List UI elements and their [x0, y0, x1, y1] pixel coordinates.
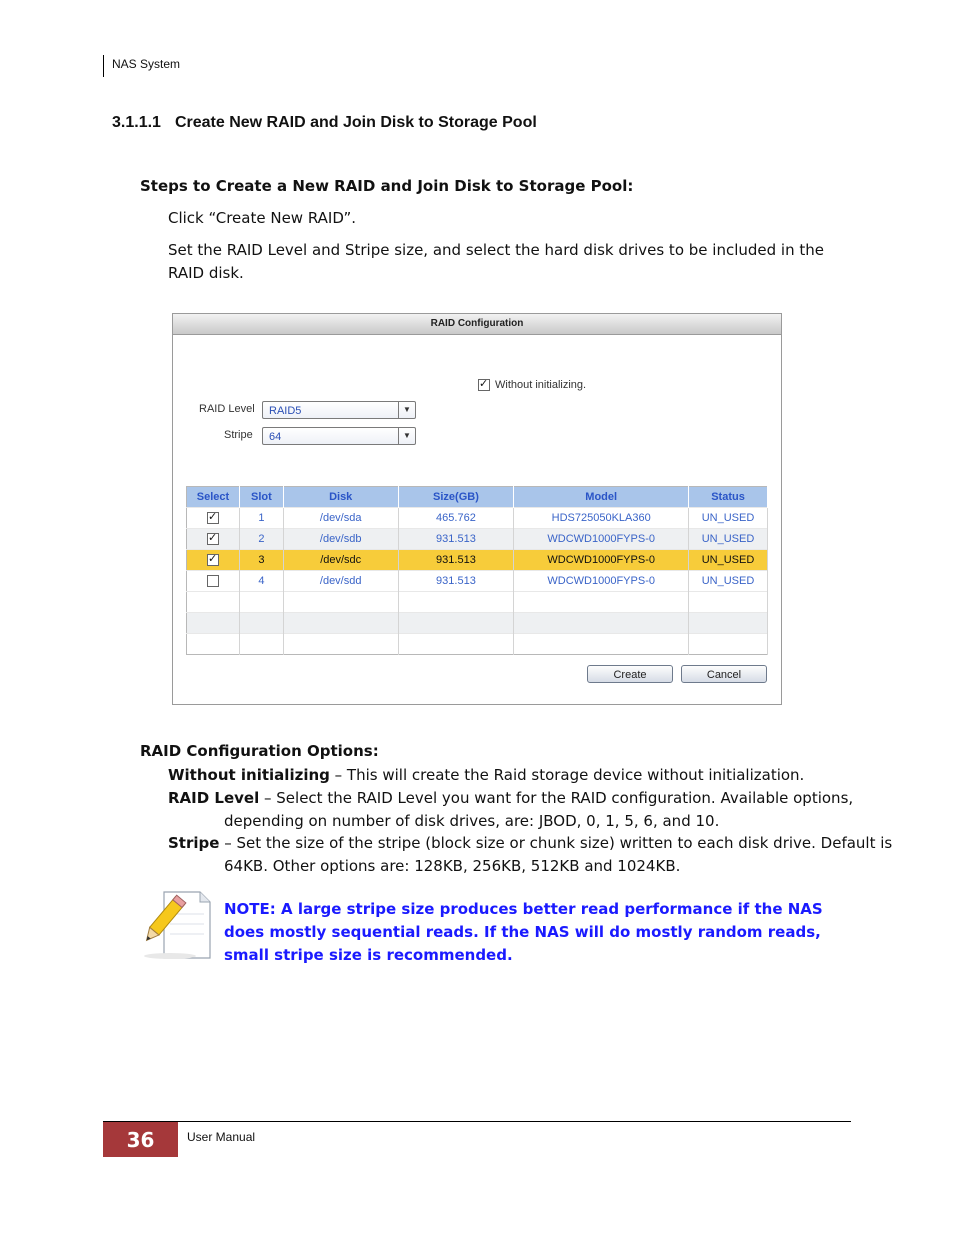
column-header-size[interactable]: Size(GB) [398, 487, 514, 508]
section-title-text: Create New RAID and Join Disk to Storage Pool [174, 114, 537, 131]
column-header-status[interactable]: Status [689, 487, 768, 508]
model-cell: WDCWD1000FYPS-0 [514, 571, 689, 592]
page-number: 36 [103, 1122, 178, 1157]
step-paragraph-1: Click “Create New RAID”. [168, 209, 357, 227]
raid-configuration-dialog [172, 313, 782, 705]
model-cell: WDCWD1000FYPS-0 [514, 550, 689, 571]
disk-cell: /dev/sdc [283, 550, 398, 571]
status-cell: UN_USED [689, 508, 768, 529]
disk-cell: /dev/sdb [283, 529, 398, 550]
raid-level-value: RAID5 [269, 405, 302, 417]
footer-label: User Manual [187, 1130, 256, 1144]
raid-level-select[interactable] [262, 401, 416, 419]
step-paragraph-2: Set the RAID Level and Stripe size, and select the hard disk drives to be included in the RAID disk. [168, 241, 824, 282]
size-cell: 931.513 [398, 529, 514, 550]
create-button[interactable]: Create [587, 665, 673, 683]
stripe-value: 64 [269, 431, 282, 443]
model-cell: HDS725050KLA360 [514, 508, 689, 529]
size-cell: 465.762 [398, 508, 514, 529]
row-checkbox[interactable] [207, 533, 219, 545]
row-checkbox[interactable] [207, 554, 219, 566]
table-row[interactable] [187, 571, 768, 592]
stripe-label: Stripe [224, 429, 253, 441]
status-cell: UN_USED [689, 571, 768, 592]
table-row[interactable] [187, 529, 768, 550]
row-select-cell[interactable] [187, 550, 240, 571]
cancel-button[interactable]: Cancel [681, 665, 767, 683]
table-row-empty [187, 634, 768, 655]
note-text: NOTE: A large stripe size produces better read performance if the NAS does mostly sequential reads. If the NAS will do mostly random reads, small stripe size is recommended. [224, 900, 823, 964]
slot-cell: 1 [239, 508, 283, 529]
header-title: NAS System [112, 57, 181, 71]
size-cell: 931.513 [398, 571, 514, 592]
disk-table-header [187, 487, 768, 508]
without-initializing-checkbox[interactable] [478, 379, 490, 391]
chevron-down-icon[interactable]: ▼ [398, 428, 415, 444]
disk-cell: /dev/sdd [283, 571, 398, 592]
column-header-slot[interactable]: Slot [239, 487, 283, 508]
dialog-body [173, 335, 781, 704]
row-checkbox[interactable] [207, 512, 219, 524]
slot-cell: 3 [239, 550, 283, 571]
footer-divider [103, 1121, 851, 1122]
option-raid-level [168, 787, 904, 832]
without-initializing-label: Without initializing. [495, 379, 587, 391]
option-text: – Select the RAID Level you want for the RAID configuration. Available options, depending on number of disk drives, are: JBOD, 0, 1, 5, 6, and 10. [224, 789, 854, 830]
option-text: – Set the size of the stripe (block size or chunk size) written to each disk drive. Default is 64KB. Other options are: 128KB, 256KB, 512KB and 1024KB. [219, 834, 893, 875]
note-pencil-icon [136, 890, 212, 960]
column-header-select[interactable]: Select [187, 487, 240, 508]
option-without-initializing [168, 764, 804, 787]
table-row-empty [187, 613, 768, 634]
row-select-cell[interactable] [187, 508, 240, 529]
raid-level-label: RAID Level [199, 403, 255, 415]
section-title [112, 114, 537, 132]
row-select-cell[interactable] [187, 571, 240, 592]
table-row-selected[interactable] [187, 550, 768, 571]
size-cell: 931.513 [398, 550, 514, 571]
header-divider [103, 55, 104, 77]
disk-table [186, 486, 768, 655]
stripe-select[interactable] [262, 427, 416, 445]
without-initializing-option[interactable] [478, 379, 586, 391]
status-cell: UN_USED [689, 550, 768, 571]
model-cell: WDCWD1000FYPS-0 [514, 529, 689, 550]
column-header-disk[interactable]: Disk [283, 487, 398, 508]
option-term: RAID Level [168, 789, 260, 807]
disk-cell: /dev/sda [283, 508, 398, 529]
table-row[interactable] [187, 508, 768, 529]
status-cell: UN_USED [689, 529, 768, 550]
slot-cell: 2 [239, 529, 283, 550]
option-term: Without initializing [168, 766, 330, 784]
row-checkbox[interactable] [207, 575, 219, 587]
chevron-down-icon[interactable]: ▼ [398, 402, 415, 418]
option-stripe [168, 832, 904, 877]
option-text: – This will create the Raid storage device without initialization. [329, 766, 805, 784]
section-number: 3.1.1.1 [112, 114, 161, 131]
dialog-title: RAID Configuration [173, 314, 781, 335]
slot-cell: 4 [239, 571, 283, 592]
column-header-model[interactable]: Model [514, 487, 689, 508]
table-row-empty [187, 592, 768, 613]
row-select-cell[interactable] [187, 529, 240, 550]
options-heading: RAID Configuration Options: [140, 742, 379, 760]
steps-heading: Steps to Create a New RAID and Join Disk to Storage Pool: [140, 177, 634, 195]
option-term: Stripe [168, 834, 220, 852]
